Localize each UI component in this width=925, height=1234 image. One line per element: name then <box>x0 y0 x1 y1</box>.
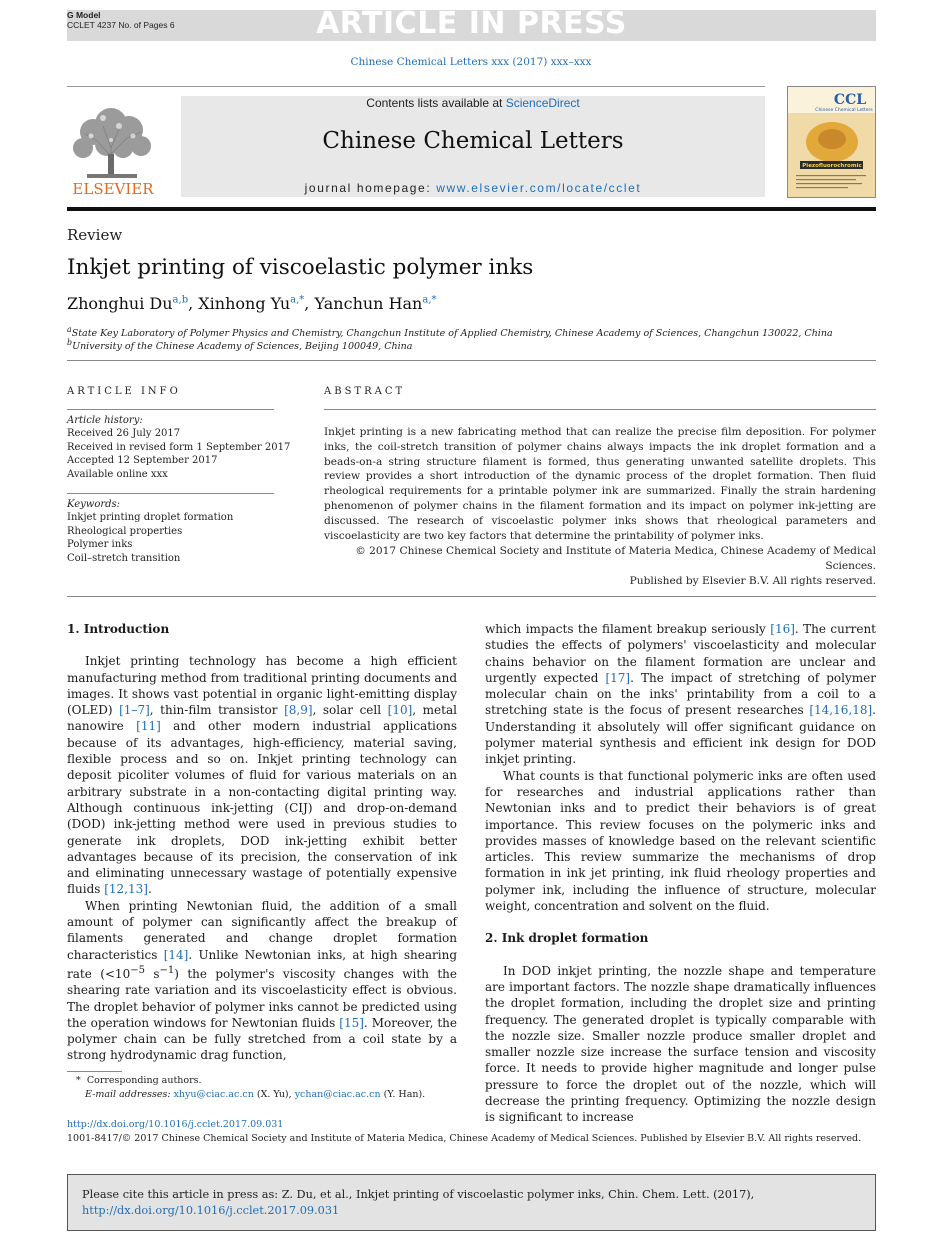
abstract-text: Inkjet printing is a new fabricating method that can realize the precise film deposition. For polymer inks, the coil-stretch transition of polymer chains always impacts the ink droplet formation and a beads-on-a string structure filament is formed, thus generating unwanted satellite droplets. This review provides a short introduction of the dynamic process of the droplet formation. Then fluid rheological requirements for a printable polymer ink are summarized. Finally the strain hardening phenomenon of polymer chains in the filament formation and its impact on polymer ink-jetting are discussed. The research of viscoelastic polymer inks shows that rheological parameters and viscoelasticity are two key factors that determine the printability of polymer inks. <box>324 426 876 542</box>
section-heading-droplet-formation: 2. Ink droplet formation <box>485 931 649 946</box>
copyright-line-1: © 2017 Chinese Chemical Society and Institute of Materia Medica, Chinese Academy of Medical Sciences. <box>355 545 876 572</box>
elsevier-logo[interactable] <box>67 96 159 196</box>
journal-reference-link[interactable]: Chinese Chemical Letters xxx (2017) xxx–xxx <box>350 56 592 68</box>
cover-title: CCL <box>833 92 867 108</box>
article-type: Review <box>67 226 123 244</box>
footnote-asterisk: * <box>67 1075 87 1086</box>
affiliation-mark: b <box>67 338 73 347</box>
article-history <box>67 414 290 481</box>
email-link[interactable]: xhyu@ciac.ac.cn <box>173 1089 254 1100</box>
author-affiliation-mark[interactable]: a,* <box>422 294 437 306</box>
affiliation-b <box>67 338 412 352</box>
paragraph: In DOD inkjet printing, the nozzle shape and temperature are important factors. The nozzle shape dramatically influences the droplet formation, including the droplet size and printing frequency. The generated droplet is typically comparable with the nozzle size. Smaller nozzle produce smaller droplet and smaller nozzle size increase the surface tension and viscosity force. It needs to provide higher magnitude and longer pulse pressure to force the droplet out of the nozzle, which will decrease the printing frequency. Optimizing the nozzle design is significant to increase <box>485 963 876 1125</box>
homepage-link[interactable]: www.elsevier.com/locate/cclet <box>436 181 642 195</box>
citation-link[interactable]: [8,9] <box>284 703 313 718</box>
body-column-left <box>67 621 457 1064</box>
paragraph: When printing Newtonian fluid, the addition of a small amount of polymer can significantly affect the breakup of filaments generated and change droplet formation characteristics [14]. Unlike Newtonian inks, at high shearing rate ($<10^{-5}$ $s^{-1}$) the polymer's viscosity changes with the shearing rate variation and its viscoelasticity effect is obvious. The droplet behavior of polymer inks cannot be predicted using the operation windows for Newtonian fluids [15]. Moreover, the polymer chain can be fully stretched from a coil state by a strong hydrodynamic drag function, <box>67 898 457 1063</box>
affiliation-text: University of the Chinese Academy of Sciences, Beijing 100049, China <box>72 341 413 353</box>
masthead-top-rule <box>67 86 765 87</box>
paragraph: Inkjet printing technology has become a high efficient manufacturing method from traditional printing documents and images. It shows vast potential in organic light-emitting display (OLED) [1–7], thin-film transistor [8,9], solar cell [10], metal nanowire [11] and other modern industrial applications because of its advantages, high-efficiency, material saving, flexible process and so on. Inkjet printing technology can deposit picoliter volumes of fluid for various materials on an arbitrary substrate in a non-contacting digital printing way. Although continuous ink-jetting (CIJ) and drop-on-demand (DOD) ink-jetting method were used in previous studies to generate ink droplets, DOD ink-jetting exhibit better advantages because of its precision, the conservation of ink and eliminating unnecessary wastage of potentially expensive fluids [12,13]. <box>67 654 457 897</box>
article-in-press-label: ARTICLE IN PRESS <box>316 6 627 41</box>
cover-art <box>788 87 875 197</box>
journal-name: Chinese Chemical Letters <box>322 128 624 154</box>
sciencedirect-link[interactable]: ScienceDirect <box>505 96 580 110</box>
keywords <box>67 498 233 565</box>
citation-link[interactable]: [17] <box>605 670 631 685</box>
issn-line: 1001-8417/© 2017 Chinese Chemical Society and Institute of Materia Medica, Chinese Academy of Medical Sciences. Published by Elsevier B.V. All rights reserved. <box>67 1133 862 1144</box>
contents-prefix: Contents lists available at <box>366 96 506 110</box>
history-revised: Received in revised form 1 September 2017 <box>67 441 291 453</box>
citation-link[interactable]: [1–7] <box>119 703 150 718</box>
citation-link[interactable]: [16] <box>770 622 795 636</box>
elsevier-wordmark: ELSEVIER <box>72 180 154 196</box>
history-online: Available online xxx <box>67 468 168 480</box>
article-info-rule <box>67 409 274 410</box>
doi-link[interactable]: http://dx.doi.org/10.1016/j.cclet.2017.09.031 <box>67 1119 284 1130</box>
section-heading-introduction: 1. Introduction <box>67 622 170 636</box>
author-name: Zhonghui Du <box>67 294 173 313</box>
abstract-copyright <box>324 544 876 588</box>
cite-text <box>82 1187 867 1219</box>
keyword: Inkjet printing droplet formation <box>67 512 234 524</box>
history-label: Article history: <box>67 415 143 426</box>
history-accepted: Accepted 12 September 2017 <box>67 455 218 467</box>
cite-doi-link[interactable]: http://dx.doi.org/10.1016/j.cclet.2017.09.031 <box>82 1204 340 1217</box>
author-name: Xinhong Yu <box>198 294 291 313</box>
footnote-rule <box>67 1071 122 1072</box>
g-model-label <box>67 10 175 30</box>
cover-subtitle: Chinese Chemical Letters <box>815 108 873 113</box>
masthead-thick-rule <box>67 207 876 211</box>
article-info-heading: ARTICLE INFO <box>67 386 181 397</box>
homepage-prefix: journal homepage: <box>304 181 437 195</box>
footnote-corresponding-text: Corresponding authors. <box>86 1075 202 1086</box>
cite-prefix: Please cite this article in press as: Z. Du, et al., Inkjet printing of viscoelastic polymer inks, Chin. Chem. Lett. (2017), <box>82 1188 755 1201</box>
keyword: Polymer inks <box>67 539 133 551</box>
keyword: Coil–stretch transition <box>67 552 181 564</box>
keyword: Rheological properties <box>67 525 183 537</box>
footnote-emails: E-mail addresses: xhyu@ciac.ac.cn (X. Yu), ychan@ciac.ac.cn (Y. Han). <box>85 1089 426 1100</box>
journal-cover[interactable] <box>787 86 876 198</box>
copyright-line-2: Published by Elsevier B.V. All rights reserved. <box>629 574 876 587</box>
author-list: Zhonghui Du$^{a,b}$, Xinhong $Yu^{a,*}$, Yanchun Han$^{a,*}$ <box>67 294 437 313</box>
g-model: G Model <box>67 10 101 20</box>
email-link[interactable]: ychan@ciac.ac.cn <box>294 1089 381 1100</box>
article-title: Inkjet printing of viscoelastic polymer inks <box>67 255 534 280</box>
header-divider <box>67 360 876 361</box>
cover-feature: Piezofluorochromic <box>802 163 862 169</box>
citation-link[interactable]: [14,16,18] <box>809 703 873 718</box>
paragraph: What counts is that functional polymeric inks are often used for researches and industrial applications rather than Newtonian inks and to predict their behaviors is of great importance. This review focuses on the polymeric inks and provides masses of knowledge based on the relevant scientific articles. This review summarize the mechanisms of drop formation in ink jet printing, ink fluid rheology properties and polymer ink, including the influence of structure, molecular weight, concentration and solvent on the fluid. <box>485 768 876 914</box>
author-affiliation-mark[interactable]: a,b <box>172 294 189 306</box>
abstract-rule <box>324 409 876 410</box>
citation-link[interactable]: [12,13] <box>104 882 148 897</box>
affiliation-mark: a <box>67 325 72 334</box>
citation-link[interactable]: [14] <box>163 947 189 962</box>
affiliation-text: State Key Laboratory of Polymer Physics and Chemistry, Changchun Institute of Applied Chemistry, Chinese Academy of Sciences, Changchun 130022, China <box>71 328 833 340</box>
author-name: Yanchun Han <box>314 294 423 313</box>
email-label: E-mail addresses: <box>85 1089 174 1100</box>
contents-line <box>181 96 765 110</box>
body-column-right <box>485 621 876 1126</box>
keywords-rule <box>67 493 274 494</box>
abstract-divider <box>67 596 876 597</box>
footnote-corresponding <box>67 1075 202 1086</box>
author-affiliation-mark[interactable]: a,* <box>290 294 305 306</box>
history-received: Received 26 July 2017 <box>67 428 181 440</box>
citation-link[interactable]: [15] <box>339 1015 364 1030</box>
elsevier-tree-icon <box>67 96 159 196</box>
citation-link[interactable]: [11] <box>136 719 161 734</box>
journal-homepage <box>181 181 765 195</box>
cclet-pages: CCLET 4237 No. of Pages 6 <box>67 20 175 30</box>
keywords-label: Keywords: <box>67 499 121 510</box>
citation-link[interactable]: [10] <box>387 703 413 718</box>
paragraph: which impacts the filament breakup seriously [16]. The current studies the effects of polymers' viscoelasticity and molecular chains behavior on the filament formation are unclear and urgently expected [17]. The impact of stretching of polymer molecular chain on the inks' printability from a coil to a stretching state is the focus of present researches [14,16,18]. Understanding it absolutely will offer significant guidance on polymer material synthesis and efficient ink design for DOD inkjet printing. <box>485 622 876 767</box>
abstract-heading: ABSTRACT <box>324 386 406 397</box>
